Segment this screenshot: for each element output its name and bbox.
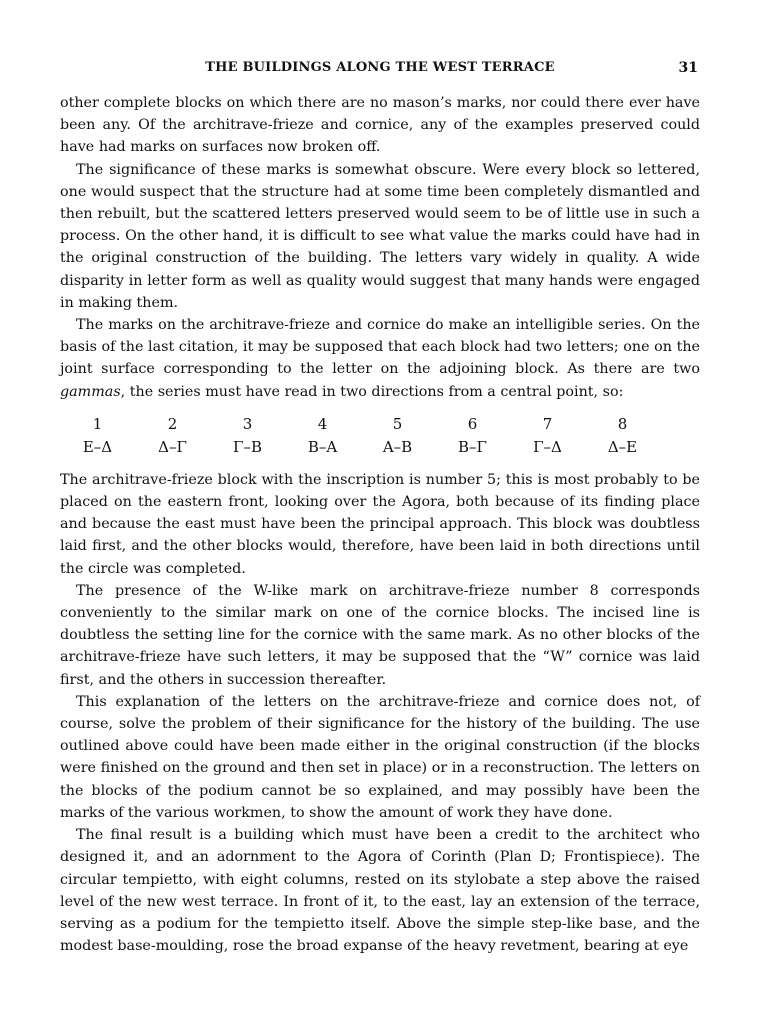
text-run: The architrave-frieze block with the inscription is number 5; this is most probably to be placed on the eastern front, looking over the Agora, both because of its finding place and because the east must have been the principal approach. This block was doubtless laid first, and the other blocks would, therefore, have been laid in both directions until the circle was completed. — [60, 471, 700, 577]
page-header — [60, 60, 700, 82]
letter-pair: E–Δ — [82, 437, 113, 456]
block-number: 1 — [92, 414, 103, 433]
text-run: The marks on the architrave-frieze and cornice do make an intelligible series. On the basis of the last citation, it may be supposed that each block had two letters; one on the joint surface corresponding to the letter on the adjoining block. As there are two — [60, 317, 700, 378]
block-number: 4 — [317, 414, 328, 433]
text-run: This explanation of the letters on the architrave-frieze and cornice does not, of course, solve the problem of their significance for the history of the building. The use outlined above could have been made either in the original construction (if the blocks were finished on the ground and then set in place) or in a reconstruction. The letters on the blocks of the podium cannot be so explained, and may possibly have been the marks of the various workmen, to show the amount of work they have done. — [60, 693, 700, 821]
block-number: 3 — [242, 414, 253, 433]
paragraph — [60, 580, 700, 691]
mason-mark-series — [60, 413, 660, 459]
text-run: The final result is a building which must have been a credit to the architect who designed it, and an adornment to the Agora of Corinth (Plan D; Frontispiece). The circular tempietto, with eight columns, rested on its stylobate a step above the raised level of the new west terrace. In front of it, to the east, lay an extension of the terrace, serving as a podium for the tempietto itself. Above the simple step-like base, and the modest base-moulding, rose the broad expanse of the heavy revetment, bearing at eye — [60, 827, 700, 955]
document-page — [60, 60, 700, 957]
text-run: , the series must have read in two directions from a central point, so: — [120, 383, 624, 400]
text-run: The significance of these marks is somewhat obscure. Were every block so lettered, one would suspect that the structure had at some time been completely dismantled and then rebuilt, but the scattered letters preserved would seem to be of little use in such a process. On the other hand, it is difficult to see what value the marks could have had in the original construction of the building. The letters vary widely in quality. A wide disparity in letter form as well as quality would suggest that many hands were engaged in making them. — [60, 161, 700, 311]
letter-pair: Γ–B — [233, 437, 262, 456]
text-run: other complete blocks on which there are no mason’s marks, nor could there ever have been any. Of the architrave-frieze and cornice, any of the examples preserved could have had marks on surfaces now broken off. — [60, 95, 700, 156]
block-number: 2 — [167, 414, 178, 433]
block-number: 5 — [392, 414, 403, 433]
letter-pair: A–B — [382, 437, 413, 456]
letter-pair: B–A — [307, 437, 338, 456]
paragraph — [60, 92, 700, 159]
body-text-after — [60, 469, 700, 957]
running-head: THE BUILDINGS ALONG THE WEST TERRACE — [205, 60, 555, 75]
block-number: 7 — [542, 414, 553, 433]
italic-text: gammas — [60, 383, 121, 400]
body-text-before — [60, 92, 700, 403]
letter-pair: Δ–E — [607, 437, 638, 456]
letter-pair: B–Γ — [458, 437, 487, 456]
letter-pair: Γ–Δ — [533, 437, 562, 456]
paragraph — [60, 159, 700, 314]
paragraph — [60, 314, 700, 403]
paragraph — [60, 691, 700, 824]
page-number: 31 — [678, 60, 698, 76]
block-number: 6 — [467, 414, 478, 433]
letter-pair: Δ–Γ — [158, 437, 187, 456]
paragraph — [60, 469, 700, 580]
paragraph — [60, 824, 700, 957]
text-run: The presence of the W-like mark on architrave-frieze number 8 corresponds conveniently to the similar mark on one of the cornice blocks. The incised line is doubtless the setting line for the cornice with the same mark. As no other blocks of the architrave-frieze have such letters, it may be supposed that the “W” cornice was laid first, and the others in succession thereafter. — [60, 582, 700, 688]
block-number: 8 — [617, 414, 628, 433]
